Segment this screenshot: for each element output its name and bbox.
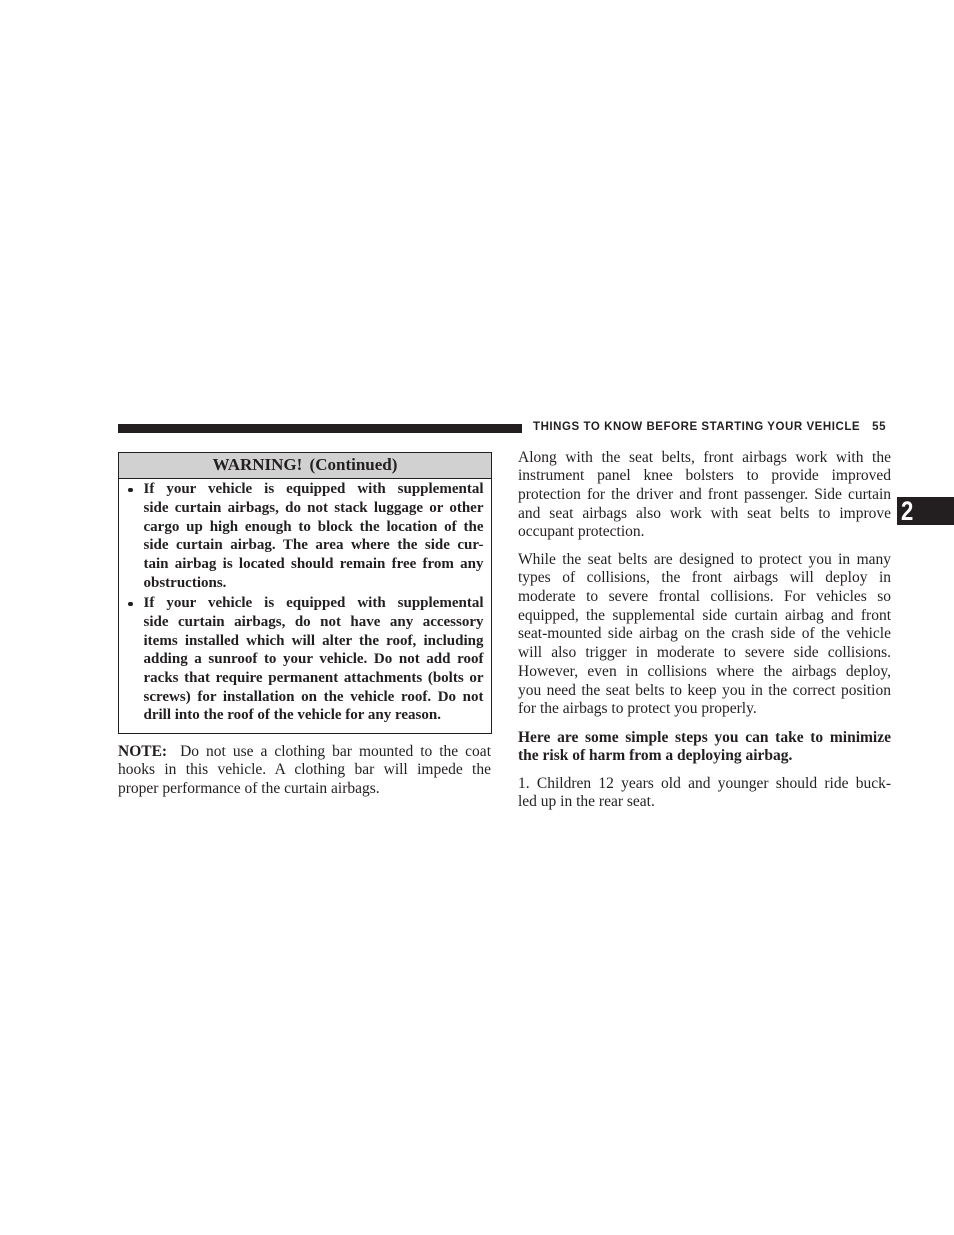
header-rule [118, 424, 522, 433]
text-line: side curtain airbags, do not stack luggage or other [143, 499, 484, 516]
text-line: side curtain airbag. The area where the side cur- [143, 537, 484, 554]
text-line: protection for the driver and front passenger. Side curtain [518, 486, 891, 504]
warning-title: WARNING! (Continued) [212, 455, 398, 474]
text-line: While the seat belts are designed to protect you in many [518, 550, 891, 568]
note-label: NOTE: [118, 742, 168, 760]
text-line: you need the seat belts to keep you in the correct position [518, 681, 891, 699]
step-1-paragraph [518, 775, 891, 812]
text-line: If your vehicle is equipped with supplemental [143, 481, 484, 498]
bullet-icon [128, 602, 133, 607]
text-line: led up in the rear seat. [518, 793, 655, 811]
text-line: side curtain airbags, do not have any accessory [143, 613, 484, 630]
text-line [118, 743, 491, 762]
collision-info-paragraph [518, 551, 891, 719]
text-line: adding a sunroof to your vehicle. Do not add roof [143, 651, 484, 668]
airbag-intro-paragraph [518, 449, 891, 542]
text-line: 1. Children 12 years old and younger should ride buck- [518, 774, 891, 792]
text-line: obstructions. [143, 574, 227, 591]
text-line: equipped, the supplemental side curtain airbag and front [518, 606, 891, 624]
chapter-number: 2 [901, 497, 914, 525]
text-line: and seat airbags also work with seat belts to improve [518, 504, 891, 522]
bullet-icon [128, 488, 133, 493]
text-line: the risk of harm from a deploying airbag. [518, 747, 793, 765]
text-line: racks that require permanent attachments (bolts or [143, 669, 484, 686]
page-number: 55 [872, 421, 887, 433]
text-line: moderate to severe frontal collisions. For vehicles so [518, 588, 891, 606]
running-header [533, 420, 886, 434]
warning-box [118, 452, 492, 734]
warning-header [119, 453, 491, 479]
warning-bullet-text [144, 480, 484, 592]
text-line: proper performance of the curtain airbags. [118, 780, 380, 798]
text-line: seat-mounted side airbag on the crash side of the vehicle [518, 625, 891, 643]
section-title: THINGS TO KNOW BEFORE STARTING YOUR VEHICLE [533, 421, 861, 433]
text-line: types of collisions, the front airbags will deploy in [518, 569, 891, 587]
note-paragraph [118, 743, 491, 799]
text-line: instrument panel knee bolsters to provide improved [518, 467, 891, 485]
chapter-tab [897, 497, 954, 525]
text-line: tain airbag is located should remain free from any [143, 555, 484, 572]
text-line: cargo up high enough to block the location of the [143, 518, 484, 535]
warning-bullet-text [144, 594, 484, 725]
text-line: However, even in collisions where the airbags deploy, [518, 662, 891, 680]
text-line: occupant protection. [518, 523, 645, 541]
note-text: Do not use a clothing bar mounted to the coat [180, 742, 491, 760]
text-line: items installed which will alter the roof, including [143, 632, 484, 649]
steps-heading [518, 729, 891, 766]
text-line: Here are some simple steps you can take to minimize [518, 728, 891, 746]
text-line: drill into the roof of the vehicle for any reason. [143, 707, 441, 724]
text-line: Along with the seat belts, front airbags work with the [518, 448, 891, 466]
text-line: hooks in this vehicle. A clothing bar will impede the [118, 761, 491, 779]
text-line: for the airbags to protect you properly. [518, 700, 757, 718]
text-line: If your vehicle is equipped with supplemental [143, 595, 484, 612]
text-line: will also trigger in moderate to severe side collisions. [518, 644, 891, 662]
text-line: screws) for installation on the vehicle roof. Do not [143, 688, 484, 705]
